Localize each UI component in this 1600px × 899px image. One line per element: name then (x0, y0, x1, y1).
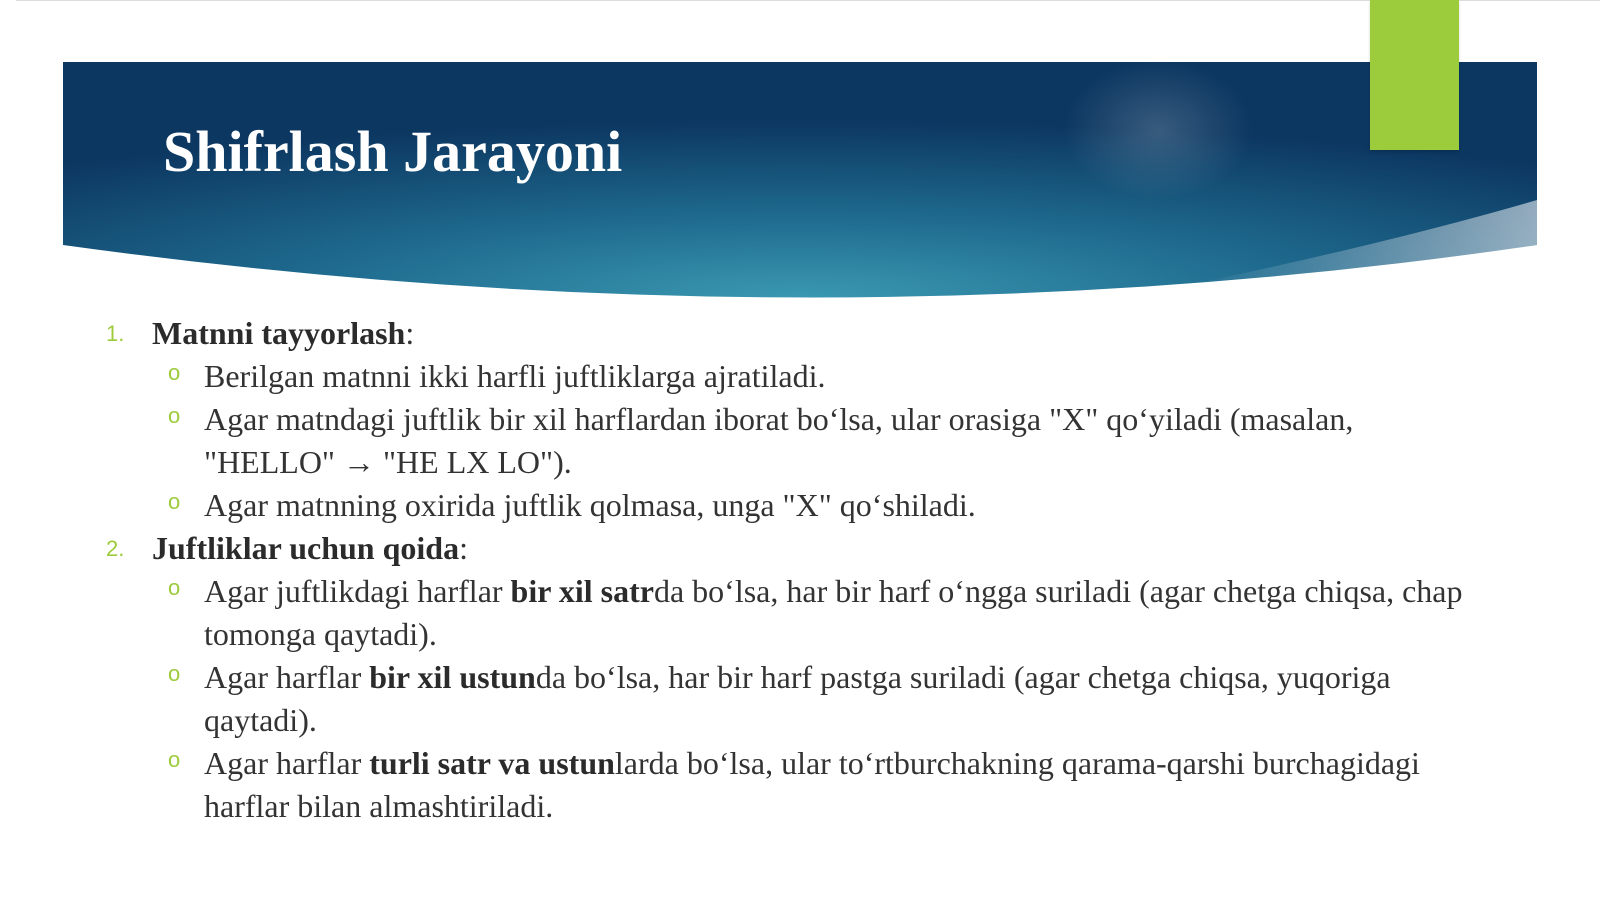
bullet-text: Agar matndagi juftlik bir xil harflardan iborat bo‘lsa, ular orasiga "X" qo‘yiladi (masalan, "HELLO" → "HE LX LO"). (204, 401, 1354, 480)
bullet-icon: o (168, 360, 181, 385)
bullet-icon: o (168, 575, 181, 600)
bullet-text: Agar harflar bir xil ustunda bo‘lsa, har bir harf pastga suriladi (agar chetga chiqsa, yuqoriga qaytadi). (204, 659, 1391, 738)
list-number: 1. (106, 321, 125, 346)
list-number: 2. (106, 536, 125, 561)
section-heading: Matnni tayyorlash: (152, 315, 415, 351)
bullet-icon: o (168, 489, 181, 514)
bullet-icon: o (168, 661, 181, 686)
bullet-text: Agar matnning oxirida juftlik qolmasa, unga "X" qo‘shiladi. (204, 487, 976, 523)
accent-bar (1370, 0, 1459, 150)
bullet-icon: o (168, 747, 181, 772)
bullet-text: Berilgan matnni ikki harfli juftliklarga ajratiladi. (204, 358, 826, 394)
bullet-icon: o (168, 403, 181, 428)
bullet-text: Agar harflar turli satr va ustunlarda bo‘lsa, ular to‘rtburchakning qarama-qarshi burchagidagi harflar bilan almashtiriladi. (204, 745, 1420, 824)
section-heading: Juftliklar uchun qoida: (152, 530, 468, 566)
bullet-text: Agar juftlikdagi harflar bir xil satrda bo‘lsa, har bir harf o‘ngga suriladi (agar chetga chiqsa, chap tomonga qaytadi). (204, 573, 1463, 652)
top-divider (16, 0, 1600, 1)
slide-title: Shifrlash Jarayoni (163, 119, 623, 184)
